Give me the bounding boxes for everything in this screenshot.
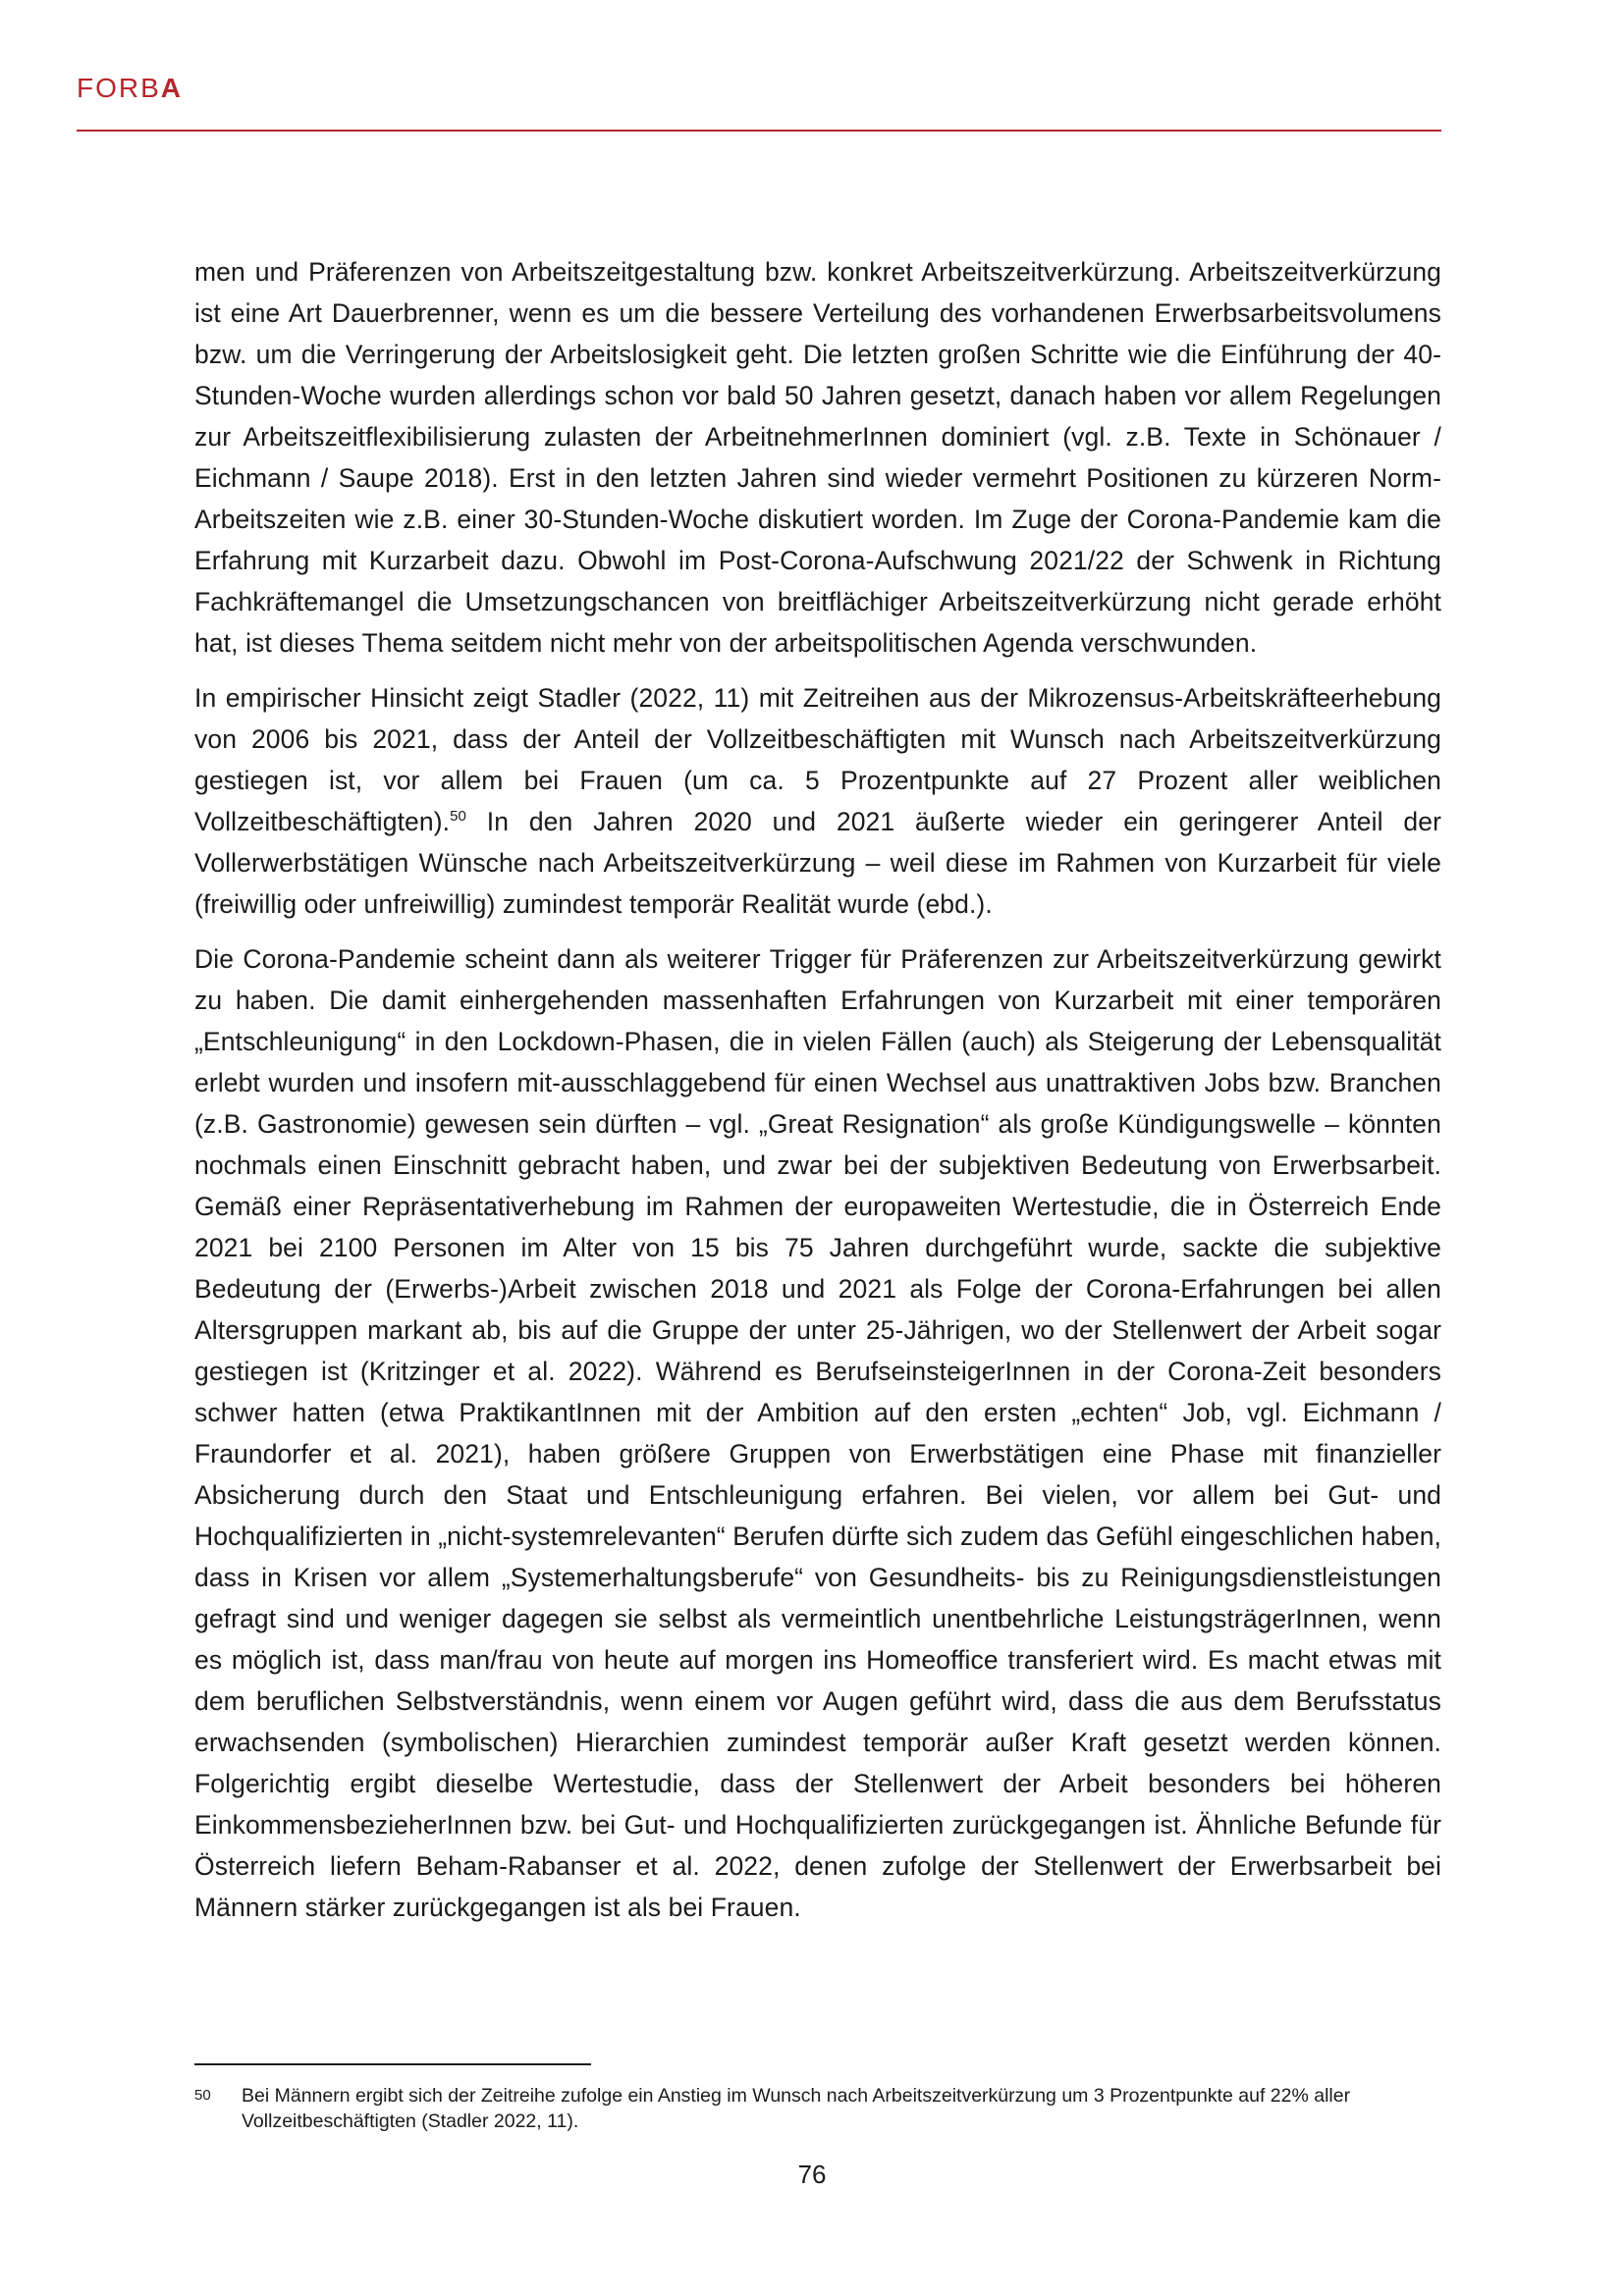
paragraph-1: men und Präferenzen von Arbeitszeitgestaltung bzw. konkret Arbeitszeitverkürzung. Arbeitszeitverkürzung ist eine Art Dauerbrenner, wenn es um die bessere Verteilung des vorhandenen Erwerbsarbeitsvolumens bzw. um die Verringerung der Arbeitslosigkeit geht. Die letzten großen Schritte wie die Einführung der 40-Stunden-Woche wurden allerdings schon vor bald 50 Jahren gesetzt, danach haben vor allem Regelungen zur Arbeitszeitflexibilisierung zulasten der ArbeitnehmerInnen dominiert (vgl. z.B. Texte in Schönauer / Eichmann / Saupe 2018). Erst in den letzten Jahren sind wieder vermehrt Positionen zu kürzeren Norm-Arbeitszeiten wie z.B. einer 30-Stunden-Woche diskutiert worden. Im Zuge der Corona-Pandemie kam die Erfahrung mit Kurzarbeit dazu. Obwohl im Post-Corona-Aufschwung 2021/22 der Schwenk in Richtung Fachkräftemangel die Umsetzungschancen von breitflächiger Arbeitszeitverkürzung nicht gerade erhöht hat, ist dieses Thema seitdem nicht mehr von der arbeitspolitischen Agenda verschwunden. [194, 257, 1441, 658]
paragraph-2 [194, 677, 1441, 925]
logo-text: FORB [77, 73, 161, 103]
footnote-reference[interactable]: 50 [450, 808, 466, 826]
forba-logo [77, 75, 183, 102]
footnote-divider [194, 2063, 591, 2065]
footnote-number: 50 [194, 2087, 211, 2104]
logo-text-accent: A [160, 73, 184, 103]
paragraph-3: Die Corona-Pandemie scheint dann als weiterer Trigger für Präferenzen zur Arbeitszeitverkürzung gewirkt zu haben. Die damit einhergehenden massenhaften Erfahrungen von Kurzarbeit mit einer temporären „Entschleunigung“ in den Lockdown-Phasen, die in vielen Fällen (auch) als Steigerung der Lebensqualität erlebt wurden und insofern mit-ausschlaggebend für einen Wechsel aus unattraktiven Jobs bzw. Branchen (z.B. Gastronomie) gewesen sein dürften – vgl. „Great Resignation“ als große Kündigungswelle – könnten nochmals einen Einschnitt gebracht haben, und zwar bei der subjektiven Bedeutung von Erwerbsarbeit. Gemäß einer Repräsentativerhebung im Rahmen der europaweiten Wertestudie, die in Österreich Ende 2021 bei 2100 Personen im Alter von 15 bis 75 Jahren durchgeführt wurde, sackte die subjektive Bedeutung der (Erwerbs-)Arbeit zwischen 2018 und 2021 als Folge der Corona-Erfahrungen bei allen Altersgruppen markant ab, bis auf die Gruppe der unter 25-Jährigen, wo der Stellenwert der Arbeit sogar gestiegen ist (Kritzinger et al. 2022). Während es BerufseinsteigerInnen in der Corona-Zeit besonders schwer hatten (etwa PraktikantInnen mit der Ambition auf den ersten „echten“ Job, vgl. Eichmann / Fraundorfer et al. 2021), haben größere Gruppen von Erwerbstätigen eine Phase mit finanzieller Absicherung durch den Staat und Entschleunigung erfahren. Bei vielen, vor allem bei Gut- und Hochqualifizierten in „nicht-systemrelevanten“ Berufen dürfte sich zudem das Gefühl eingeschlichen haben, dass in Krisen vor allem „Systemerhaltungsberufe“ von Gesundheits- bis zu Reinigungsdienstleistungen gefragt sind und weniger dagegen sie selbst als vermeintlich unentbehrliche LeistungsträgerInnen, wenn es möglich ist, dass man/frau von heute auf morgen ins Homeoffice transferiert wird. Es macht etwas mit dem beruflichen Selbstverständnis, wenn einem vor Augen geführt wird, dass die aus dem Berufsstatus erwachsenden (symbolischen) Hierarchien zumindest temporär außer Kraft gesetzt werden können. Folgerichtig ergibt dieselbe Wertestudie, dass der Stellenwert der Arbeit besonders bei höheren EinkommensbezieherInnen bzw. bei Gut- und Hochqualifizierten zurückgegangen ist. Ähnliche Befunde für Österreich liefern Beham-Rabanser et al. 2022, denen zufolge der Stellenwert der Erwerbsarbeit bei Männern stärker zurückgegangen ist als bei Frauen. [194, 944, 1441, 1922]
footnote-text: Bei Männern ergibt sich der Zeitreihe zufolge ein Anstieg im Wunsch nach Arbeitszeitverkürzung um 3 Prozentpunkte auf 22% aller Vollzeitbeschäftigten (Stadler 2022, 11). [242, 2085, 1351, 2132]
page-header [77, 69, 1441, 132]
paragraph-2-text-continued: In den Jahren 2020 und 2021 äußerte wieder ein geringerer Anteil der Vollerwerbstätigen Wünsche nach Arbeitszeitverkürzung – weil diese im Rahmen von Kurzarbeit für viele (freiwillig oder unfreiwillig) zumindest temporär Realität wurde (ebd.). [194, 807, 1441, 919]
main-text [194, 251, 1441, 1942]
page-number: 76 [797, 2160, 827, 2189]
paragraph-2-text: In empirischer Hinsicht zeigt Stadler (2022, 11) mit Zeitreihen aus der Mikrozensus-Arbeitskräfteerhebung von 2006 bis 2021, dass der Anteil der Vollzeitbeschäftigten mit Wunsch nach Arbeitszeitverkürzung gestiegen ist, vor allem bei Frauen (um ca. 5 Prozentpunkte auf 27 Prozent aller weiblichen Vollzeitbeschäftigten). [194, 683, 1441, 836]
footnote [194, 2083, 1441, 2134]
